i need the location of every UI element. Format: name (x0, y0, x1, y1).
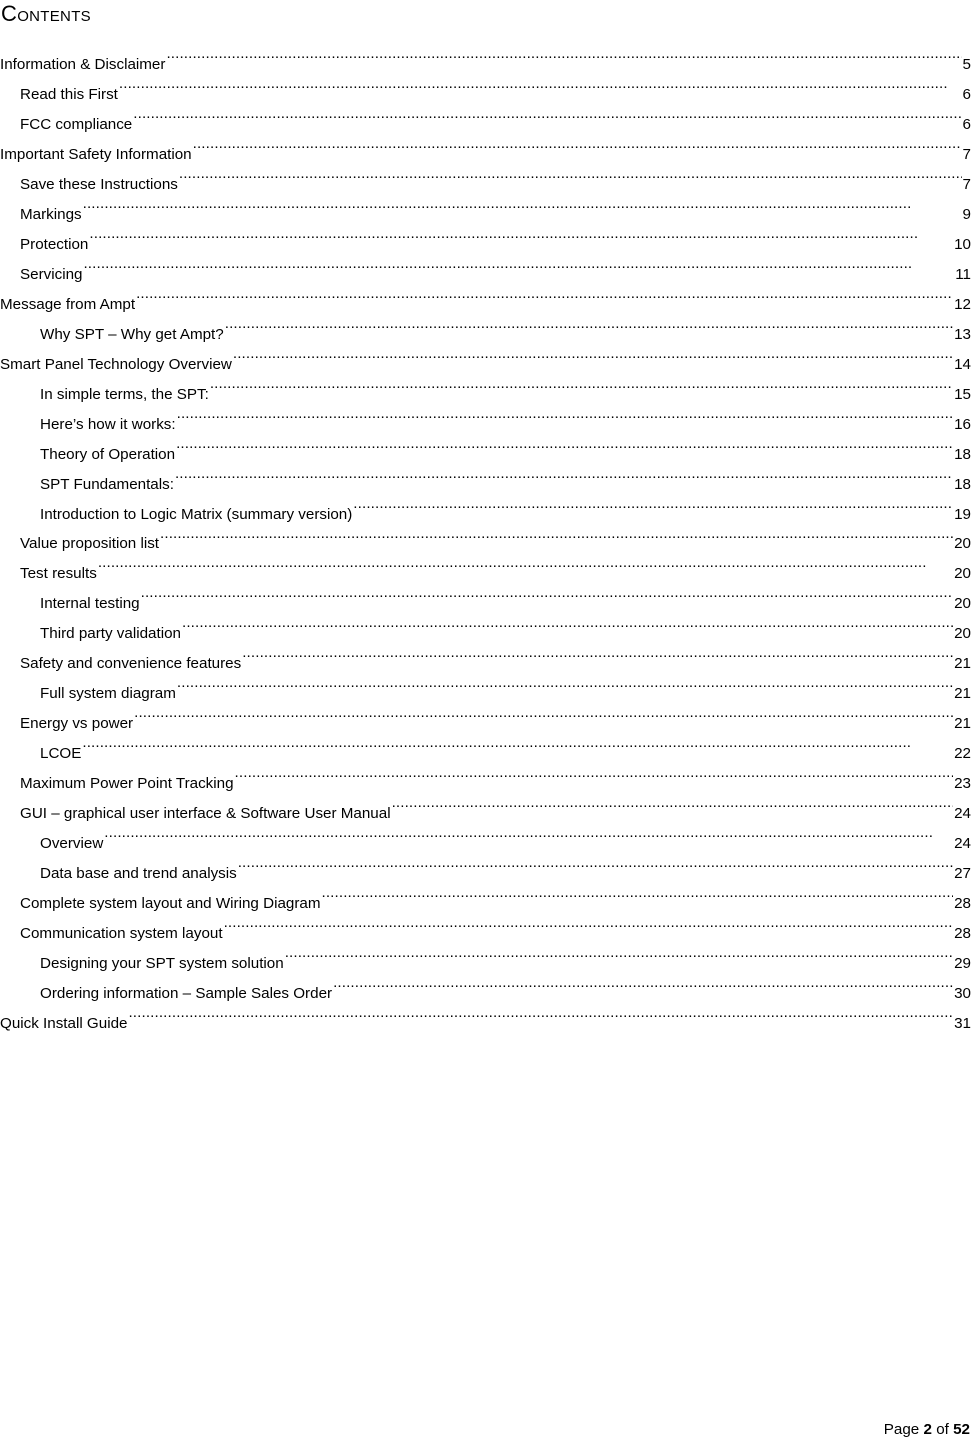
toc-entry-title[interactable]: Overview (40, 835, 104, 853)
toc-dot-leader (136, 279, 953, 309)
toc-entry[interactable] (0, 818, 973, 853)
toc-dot-leader (182, 608, 953, 638)
toc-entry-page-number[interactable]: 22 (954, 745, 971, 763)
toc-entry-page-number[interactable]: 6 (962, 115, 971, 133)
toc-entry[interactable] (0, 698, 973, 733)
toc-entry[interactable] (0, 249, 973, 283)
toc-entry-title[interactable]: FCC compliance (20, 115, 133, 133)
toc-entry[interactable] (0, 309, 973, 343)
toc-dot-leader (177, 668, 953, 698)
toc-entry-page-number[interactable]: 29 (954, 955, 971, 973)
toc-entry-title[interactable]: Internal testing (40, 595, 140, 613)
page-footer (884, 1420, 970, 1440)
toc-entry-title[interactable]: SPT Fundamentals: (40, 475, 174, 493)
toc-entry-title[interactable]: Theory of Operation (40, 445, 176, 463)
toc-entry-title[interactable]: Data base and trend analysis (40, 865, 237, 883)
toc-dot-leader (224, 908, 954, 938)
toc-entry-page-number[interactable]: 20 (954, 565, 971, 583)
toc-entry-page-number[interactable]: 11 (955, 265, 971, 283)
toc-entry-page-number[interactable]: 16 (954, 415, 971, 433)
toc-entry-page-number[interactable]: 12 (954, 295, 971, 313)
toc-entry-page-number[interactable]: 19 (954, 505, 971, 523)
toc-dot-leader (104, 818, 953, 848)
toc-entry-page-number[interactable]: 7 (962, 145, 971, 163)
toc-entry-page-number[interactable]: 21 (954, 655, 971, 673)
toc-entry[interactable] (0, 848, 973, 883)
toc-dot-leader (285, 938, 953, 968)
toc-dot-leader (119, 69, 962, 99)
toc-entry-title[interactable]: Information & Disclaimer (0, 55, 166, 73)
toc-entry-page-number[interactable]: 27 (954, 865, 971, 883)
toc-dot-leader (83, 189, 962, 219)
toc-entry-title[interactable]: Full system diagram (40, 685, 176, 703)
toc-entry-title[interactable]: Markings (20, 205, 82, 223)
toc-entry-page-number[interactable]: 21 (954, 685, 971, 703)
toc-entry-title[interactable]: Complete system layout and Wiring Diagram (20, 895, 321, 913)
toc-entry-title[interactable]: Safety and convenience features (20, 655, 242, 673)
toc-entry-page-number[interactable]: 31 (954, 1014, 971, 1032)
table-of-contents (0, 39, 973, 1032)
toc-entry-page-number[interactable]: 20 (954, 535, 971, 553)
toc-dot-leader (225, 309, 953, 339)
toc-entry-title[interactable]: Value proposition list (20, 535, 160, 553)
toc-entry[interactable] (0, 998, 973, 1032)
toc-entry-title[interactable]: Energy vs power (20, 715, 134, 733)
toc-entry-title[interactable]: Communication system layout (20, 925, 223, 943)
toc-entry-page-number[interactable]: 28 (954, 925, 971, 943)
toc-entry-page-number[interactable]: 14 (954, 355, 971, 373)
toc-entry[interactable] (0, 578, 973, 613)
toc-entry-title[interactable]: Quick Install Guide (0, 1014, 128, 1032)
toc-entry[interactable] (0, 758, 973, 793)
toc-entry-page-number[interactable]: 23 (954, 775, 971, 793)
toc-dot-leader (177, 399, 953, 429)
toc-entry-title[interactable]: Third party validation (40, 625, 181, 643)
toc-dot-leader (176, 429, 953, 459)
toc-dot-leader (98, 548, 953, 578)
toc-entry-page-number[interactable]: 18 (954, 445, 971, 463)
toc-entry-title[interactable]: Important Safety Information (0, 145, 192, 163)
toc-entry-page-number[interactable]: 15 (954, 385, 971, 403)
toc-entry-page-number[interactable]: 24 (954, 835, 971, 853)
toc-entry[interactable] (0, 99, 973, 133)
toc-entry[interactable] (0, 279, 973, 313)
toc-entry-page-number[interactable]: 13 (954, 325, 971, 343)
toc-entry-title[interactable]: Why SPT – Why get Ampt? (40, 325, 224, 343)
toc-dot-leader (322, 878, 954, 908)
toc-dot-leader (210, 369, 953, 399)
toc-entry-page-number[interactable]: 20 (954, 625, 971, 643)
toc-entry-title[interactable]: Here’s how it works: (40, 415, 176, 433)
toc-dot-leader (179, 159, 962, 189)
toc-dot-leader (128, 998, 953, 1028)
toc-dot-leader (89, 219, 953, 249)
toc-entry-page-number[interactable]: 6 (962, 85, 971, 103)
toc-entry[interactable] (0, 189, 973, 223)
toc-dot-leader (235, 758, 954, 788)
footer-page-label: Page (883, 1421, 920, 1438)
toc-dot-leader (353, 489, 953, 519)
toc-entry-page-number[interactable]: 10 (954, 235, 971, 253)
toc-entry[interactable] (0, 69, 973, 103)
contents-heading: Contents (1, 1, 91, 26)
toc-dot-leader (233, 339, 953, 369)
toc-entry-page-number[interactable]: 9 (962, 205, 971, 223)
toc-entry-title[interactable]: Designing your SPT system solution (40, 955, 284, 973)
toc-entry-title[interactable]: Message from Ampt (0, 295, 136, 313)
toc-entry-title[interactable]: Save these Instructions (20, 175, 178, 193)
toc-entry-title[interactable]: LCOE (40, 745, 82, 763)
toc-dot-leader (83, 249, 954, 279)
toc-dot-leader (141, 578, 953, 608)
toc-dot-leader (82, 728, 953, 758)
toc-dot-leader (160, 519, 953, 549)
toc-dot-leader (166, 39, 961, 69)
toc-entry-page-number[interactable]: 30 (954, 985, 971, 1002)
toc-entry-page-number[interactable]: 24 (954, 805, 971, 823)
toc-entry[interactable] (0, 608, 973, 643)
toc-dot-leader (392, 788, 954, 818)
toc-entry-title[interactable]: Read this First (20, 85, 118, 103)
toc-entry-page-number[interactable]: 21 (954, 715, 971, 733)
toc-entry-title[interactable]: Test results (20, 565, 97, 583)
toc-entry-page-number[interactable]: 5 (962, 55, 971, 73)
toc-entry-page-number[interactable]: 18 (954, 475, 971, 493)
toc-entry-title[interactable]: Servicing (20, 265, 83, 283)
toc-entry[interactable] (0, 548, 973, 583)
toc-entry-page-number[interactable]: 7 (962, 175, 971, 193)
toc-entry-title[interactable]: Maximum Power Point Tracking (20, 775, 234, 793)
toc-entry[interactable] (0, 728, 973, 763)
toc-dot-leader (238, 848, 953, 878)
footer-total-pages: 52 (953, 1421, 970, 1438)
toc-dot-leader (333, 968, 953, 998)
toc-entry-title[interactable]: GUI – graphical user interface & Software User Manual (20, 805, 391, 823)
toc-entry[interactable] (0, 219, 973, 253)
toc-entry-page-number[interactable]: 28 (954, 895, 971, 913)
toc-entry[interactable] (0, 39, 973, 73)
toc-entry-title[interactable]: Ordering information – Sample Sales Order (40, 985, 333, 1002)
footer-current-page: 2 (923, 1421, 932, 1438)
toc-entry-title[interactable]: In simple terms, the SPT: (40, 385, 209, 403)
toc-dot-leader (242, 638, 953, 668)
toc-dot-leader (133, 99, 961, 129)
toc-dot-leader (134, 698, 953, 728)
toc-entry-page-number[interactable]: 20 (954, 595, 971, 613)
toc-entry[interactable] (0, 129, 973, 163)
footer-of-label: of (936, 1421, 949, 1438)
toc-entry-title[interactable]: Smart Panel Technology Overview (0, 355, 232, 373)
toc-entry-title[interactable]: Protection (20, 235, 89, 253)
toc-dot-leader (175, 459, 953, 489)
toc-dot-leader (193, 129, 962, 159)
toc-entry-title[interactable]: Introduction to Logic Matrix (summary version) (40, 505, 353, 523)
